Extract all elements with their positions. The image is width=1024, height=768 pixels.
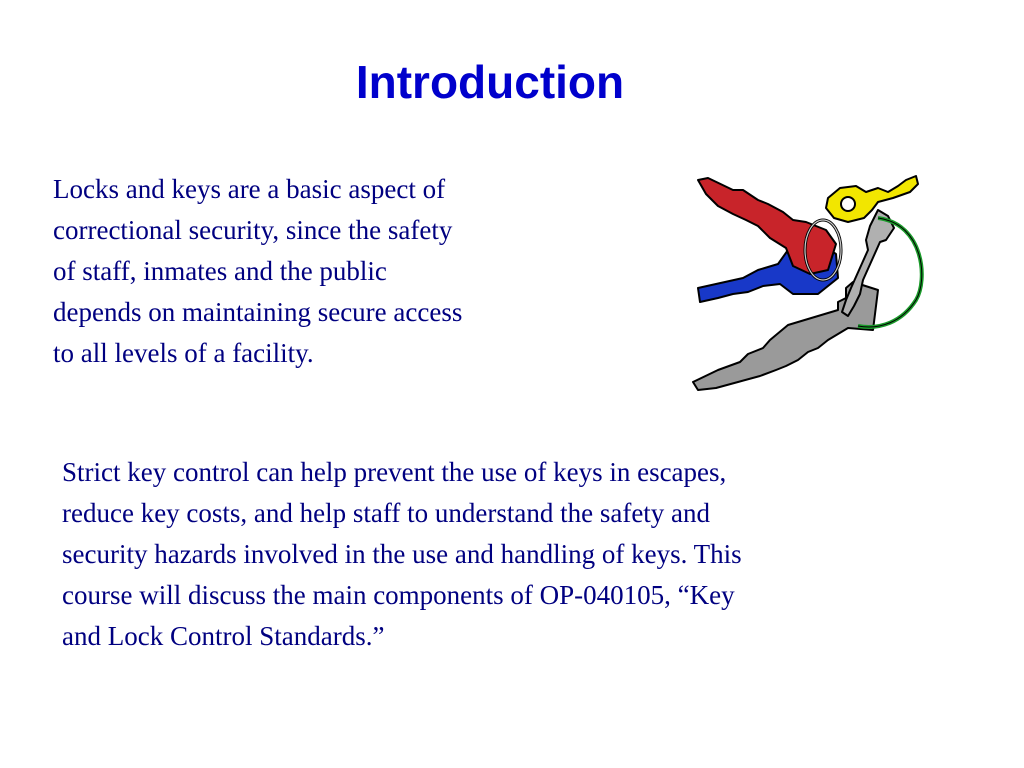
keys-on-ring-icon [688,170,934,396]
slide-title: Introduction [355,56,625,108]
intro-paragraph [53,169,462,374]
intro-line: correctional security, since the safety [53,215,453,245]
intro-line: to all levels of a facility. [53,338,314,368]
key-control-line: Strict key control can help prevent the use of keys in escapes, [62,457,727,487]
key-control-line: and Lock Control Standards.” [62,621,385,651]
key-control-line: security hazards involved in the use and handling of keys. This [62,539,742,569]
intro-line: depends on maintaining secure access [53,297,463,327]
intro-line: of staff, inmates and the public [53,256,387,286]
intro-line: Locks and keys are a basic aspect of [53,174,446,204]
yellow-key [826,176,918,222]
red-key [698,178,836,274]
key-control-line: reduce key costs, and help staff to understand the safety and [62,498,711,528]
key-control-paragraph [62,452,742,657]
key-control-line: course will discuss the main components of OP-040105, “Key [62,580,735,610]
